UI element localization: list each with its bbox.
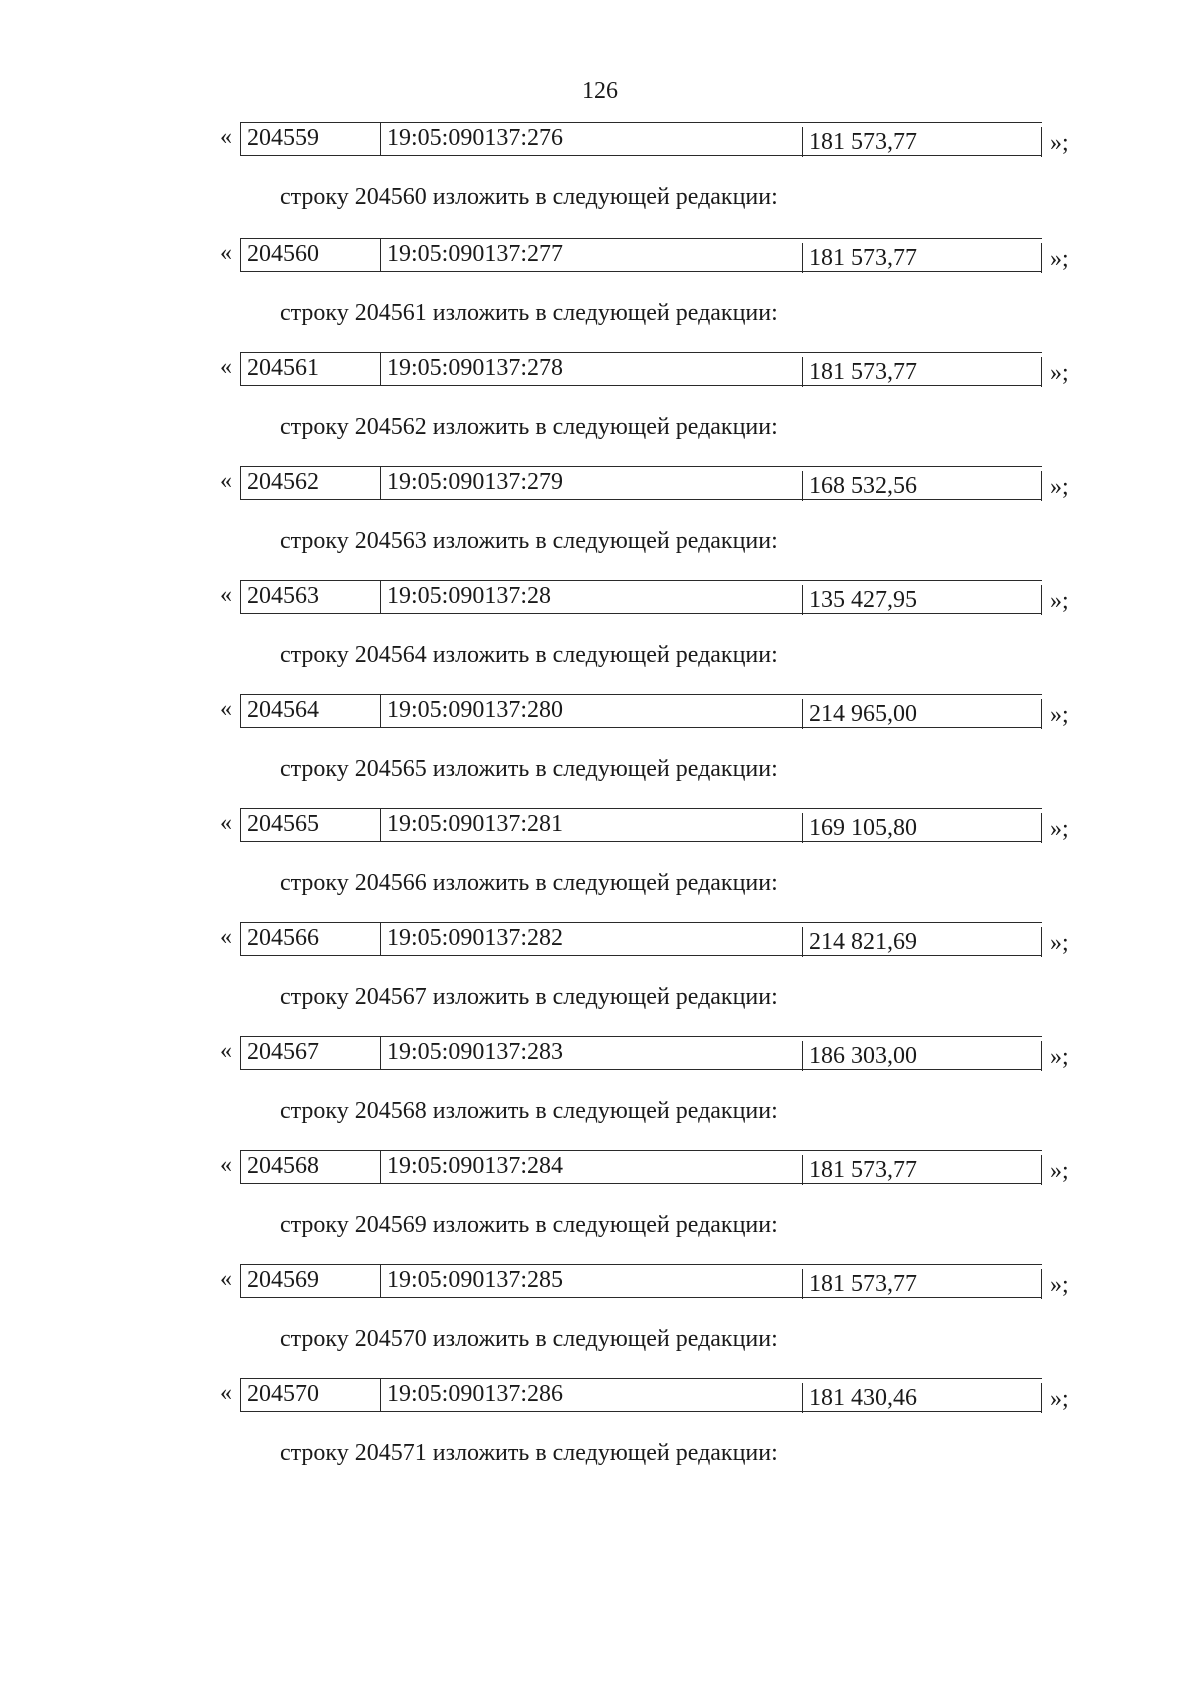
row-table [240, 122, 1042, 156]
cadastral-value: 169 105,80 [802, 813, 1042, 843]
cadastral-number: 19:05:090137:286 [380, 1379, 802, 1411]
instruction-line: строку 204570 изложить в следующей редакции: [280, 1326, 778, 1352]
row-table [240, 352, 1042, 386]
table-row [220, 580, 1080, 616]
quote-close: »; [1050, 1158, 1069, 1184]
row-table [240, 1036, 1042, 1070]
quote-close: »; [1050, 360, 1069, 386]
table-row [220, 694, 1080, 730]
cadastral-value: 181 573,77 [802, 1155, 1042, 1185]
quote-open: « [220, 924, 232, 950]
table-row [220, 352, 1080, 388]
row-number: 204565 [240, 809, 380, 841]
cadastral-value: 181 430,46 [802, 1383, 1042, 1413]
row-number: 204563 [240, 581, 380, 613]
instruction-line: строку 204568 изложить в следующей редакции: [280, 1098, 778, 1124]
table-row [220, 808, 1080, 844]
row-table [240, 1264, 1042, 1298]
quote-close: »; [1050, 1044, 1069, 1070]
instruction-line: строку 204566 изложить в следующей редакции: [280, 870, 778, 896]
table-row [220, 122, 1080, 158]
row-number: 204560 [240, 239, 380, 271]
instruction-line: строку 204569 изложить в следующей редакции: [280, 1212, 778, 1238]
quote-open: « [220, 354, 232, 380]
instruction-line: строку 204571 изложить в следующей редакции: [280, 1440, 778, 1466]
cadastral-value: 181 573,77 [802, 1269, 1042, 1299]
row-number: 204566 [240, 923, 380, 955]
quote-open: « [220, 582, 232, 608]
row-number: 204561 [240, 353, 380, 385]
quote-close: »; [1050, 816, 1069, 842]
cadastral-value: 168 532,56 [802, 471, 1042, 501]
page-number: 126 [582, 78, 618, 104]
row-table [240, 1378, 1042, 1412]
quote-close: »; [1050, 588, 1069, 614]
cadastral-number: 19:05:090137:276 [380, 123, 802, 155]
quote-close: »; [1050, 702, 1069, 728]
quote-close: »; [1050, 246, 1069, 272]
table-row [220, 1378, 1080, 1414]
quote-open: « [220, 1266, 232, 1292]
quote-close: »; [1050, 130, 1069, 156]
cadastral-value: 181 573,77 [802, 243, 1042, 273]
instruction-line: строку 204563 изложить в следующей редакции: [280, 528, 778, 554]
row-table [240, 238, 1042, 272]
instruction-line: строку 204564 изложить в следующей редакции: [280, 642, 778, 668]
row-table [240, 808, 1042, 842]
cadastral-number: 19:05:090137:28 [380, 581, 802, 613]
table-row [220, 1264, 1080, 1300]
instruction-line: строку 204565 изложить в следующей редакции: [280, 756, 778, 782]
quote-open: « [220, 1038, 232, 1064]
row-number: 204562 [240, 467, 380, 499]
row-number: 204559 [240, 123, 380, 155]
instruction-line: строку 204561 изложить в следующей редакции: [280, 300, 778, 326]
quote-close: »; [1050, 1386, 1069, 1412]
quote-open: « [220, 240, 232, 266]
table-row [220, 466, 1080, 502]
row-table [240, 1150, 1042, 1184]
table-row [220, 922, 1080, 958]
table-row [220, 1036, 1080, 1072]
cadastral-number: 19:05:090137:281 [380, 809, 802, 841]
cadastral-number: 19:05:090137:278 [380, 353, 802, 385]
cadastral-number: 19:05:090137:283 [380, 1037, 802, 1069]
row-number: 204570 [240, 1379, 380, 1411]
cadastral-number: 19:05:090137:285 [380, 1265, 802, 1297]
cadastral-value: 214 965,00 [802, 699, 1042, 729]
cadastral-value: 186 303,00 [802, 1041, 1042, 1071]
cadastral-value: 135 427,95 [802, 585, 1042, 615]
row-table [240, 922, 1042, 956]
row-table [240, 580, 1042, 614]
cadastral-number: 19:05:090137:279 [380, 467, 802, 499]
row-number: 204568 [240, 1151, 380, 1183]
row-number: 204564 [240, 695, 380, 727]
quote-open: « [220, 696, 232, 722]
instruction-line: строку 204562 изложить в следующей редакции: [280, 414, 778, 440]
cadastral-value: 181 573,77 [802, 357, 1042, 387]
quote-close: »; [1050, 930, 1069, 956]
table-row [220, 1150, 1080, 1186]
row-number: 204567 [240, 1037, 380, 1069]
cadastral-number: 19:05:090137:284 [380, 1151, 802, 1183]
cadastral-value: 214 821,69 [802, 927, 1042, 957]
quote-open: « [220, 468, 232, 494]
cadastral-number: 19:05:090137:282 [380, 923, 802, 955]
cadastral-number: 19:05:090137:277 [380, 239, 802, 271]
quote-close: »; [1050, 1272, 1069, 1298]
instruction-line: строку 204567 изложить в следующей редакции: [280, 984, 778, 1010]
table-row [220, 238, 1080, 274]
row-table [240, 694, 1042, 728]
row-number: 204569 [240, 1265, 380, 1297]
row-table [240, 466, 1042, 500]
quote-open: « [220, 1152, 232, 1178]
cadastral-value: 181 573,77 [802, 127, 1042, 157]
instruction-line: строку 204560 изложить в следующей редакции: [280, 184, 778, 210]
quote-open: « [220, 124, 232, 150]
quote-close: »; [1050, 474, 1069, 500]
cadastral-number: 19:05:090137:280 [380, 695, 802, 727]
quote-open: « [220, 1380, 232, 1406]
quote-open: « [220, 810, 232, 836]
